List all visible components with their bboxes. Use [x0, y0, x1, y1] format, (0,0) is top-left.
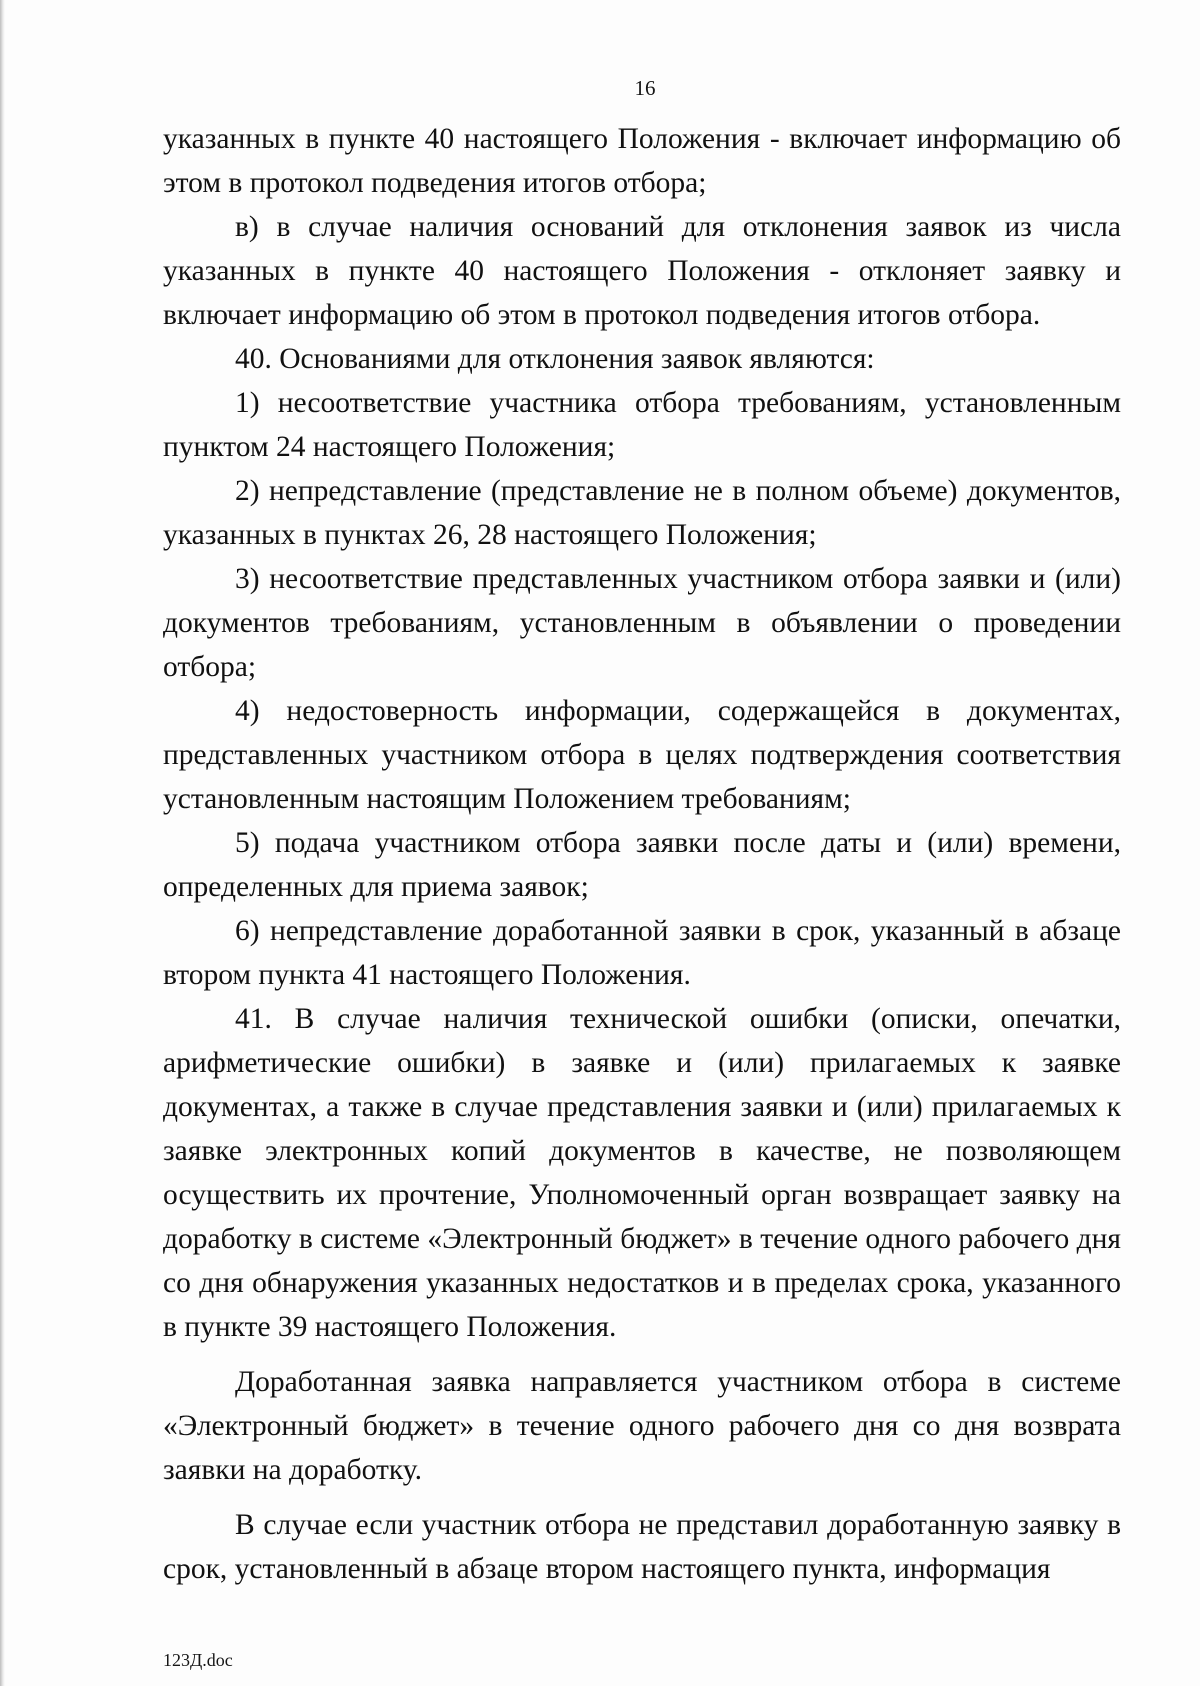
paragraph-item-6: 6) непредставление доработанной заявки в срок, указанный в абзаце втором пункта 41 настоящего Положения. [163, 915, 1121, 991]
paragraph-clause-40: 40. Основаниями для отклонения заявок являются: [235, 343, 875, 375]
scan-edge-shadow [0, 0, 5, 1686]
paragraph-continuation: указанных в пункте 40 настоящего Положения - включает информацию об этом в протокол подведения итогов отбора; [163, 123, 1121, 199]
footer-filename: 123Д.doc [163, 1650, 233, 1670]
paragraph-item-5: 5) подача участником отбора заявки после даты и (или) времени, определенных для приема заявок; [163, 827, 1121, 903]
page-number: 16 [634, 76, 656, 100]
paragraph-item-1: 1) несоответствие участника отбора требованиям, установленным пунктом 24 настоящего Положения; [163, 387, 1121, 463]
document-body [163, 117, 1121, 1591]
paragraph-item-2: 2) непредставление (представление не в полном объеме) документов, указанных в пунктах 26, 28 настоящего Положения; [163, 475, 1121, 551]
paragraph-resubmission: Доработанная заявка направляется участником отбора в системе «Электронный бюджет» в течение одного рабочего дня со дня возврата заявки на доработку. [163, 1366, 1121, 1486]
paragraph-item-3: 3) несоответствие представленных участником отбора заявки и (или) документов требованиям, установленным в объявлении о проведении отбора; [163, 563, 1121, 683]
paragraph-non-submission: В случае если участник отбора не представил доработанную заявку в срок, установленный в абзаце втором настоящего пункта, информация [163, 1509, 1121, 1585]
paragraph-item-v: в) в случае наличия оснований для отклонения заявок из числа указанных в пункте 40 настоящего Положения - отклоняет заявку и включает информацию об этом в протокол подведения итогов отбора. [163, 211, 1121, 331]
paragraph-item-4: 4) недостоверность информации, содержащейся в документах, представленных участником отбора в целях подтверждения соответствия установленным настоящим Положением требованиям; [163, 695, 1121, 815]
paragraph-clause-41: 41. В случае наличия технической ошибки (описки, опечатки, арифметические ошибки) в заявке и (или) прилагаемых к заявке документах, а также в случае представления заявки и (или) прилагаемых к заявке электронных копий документов в качестве, не позволяющем осуществить их прочтение, Уполномоченный орган возвращает заявку на доработку в системе «Электронный бюджет» в течение одного рабочего дня со дня обнаружения указанных недостатков и в пределах срока, указанного в пункте 39 настоящего Положения. [163, 1003, 1121, 1343]
